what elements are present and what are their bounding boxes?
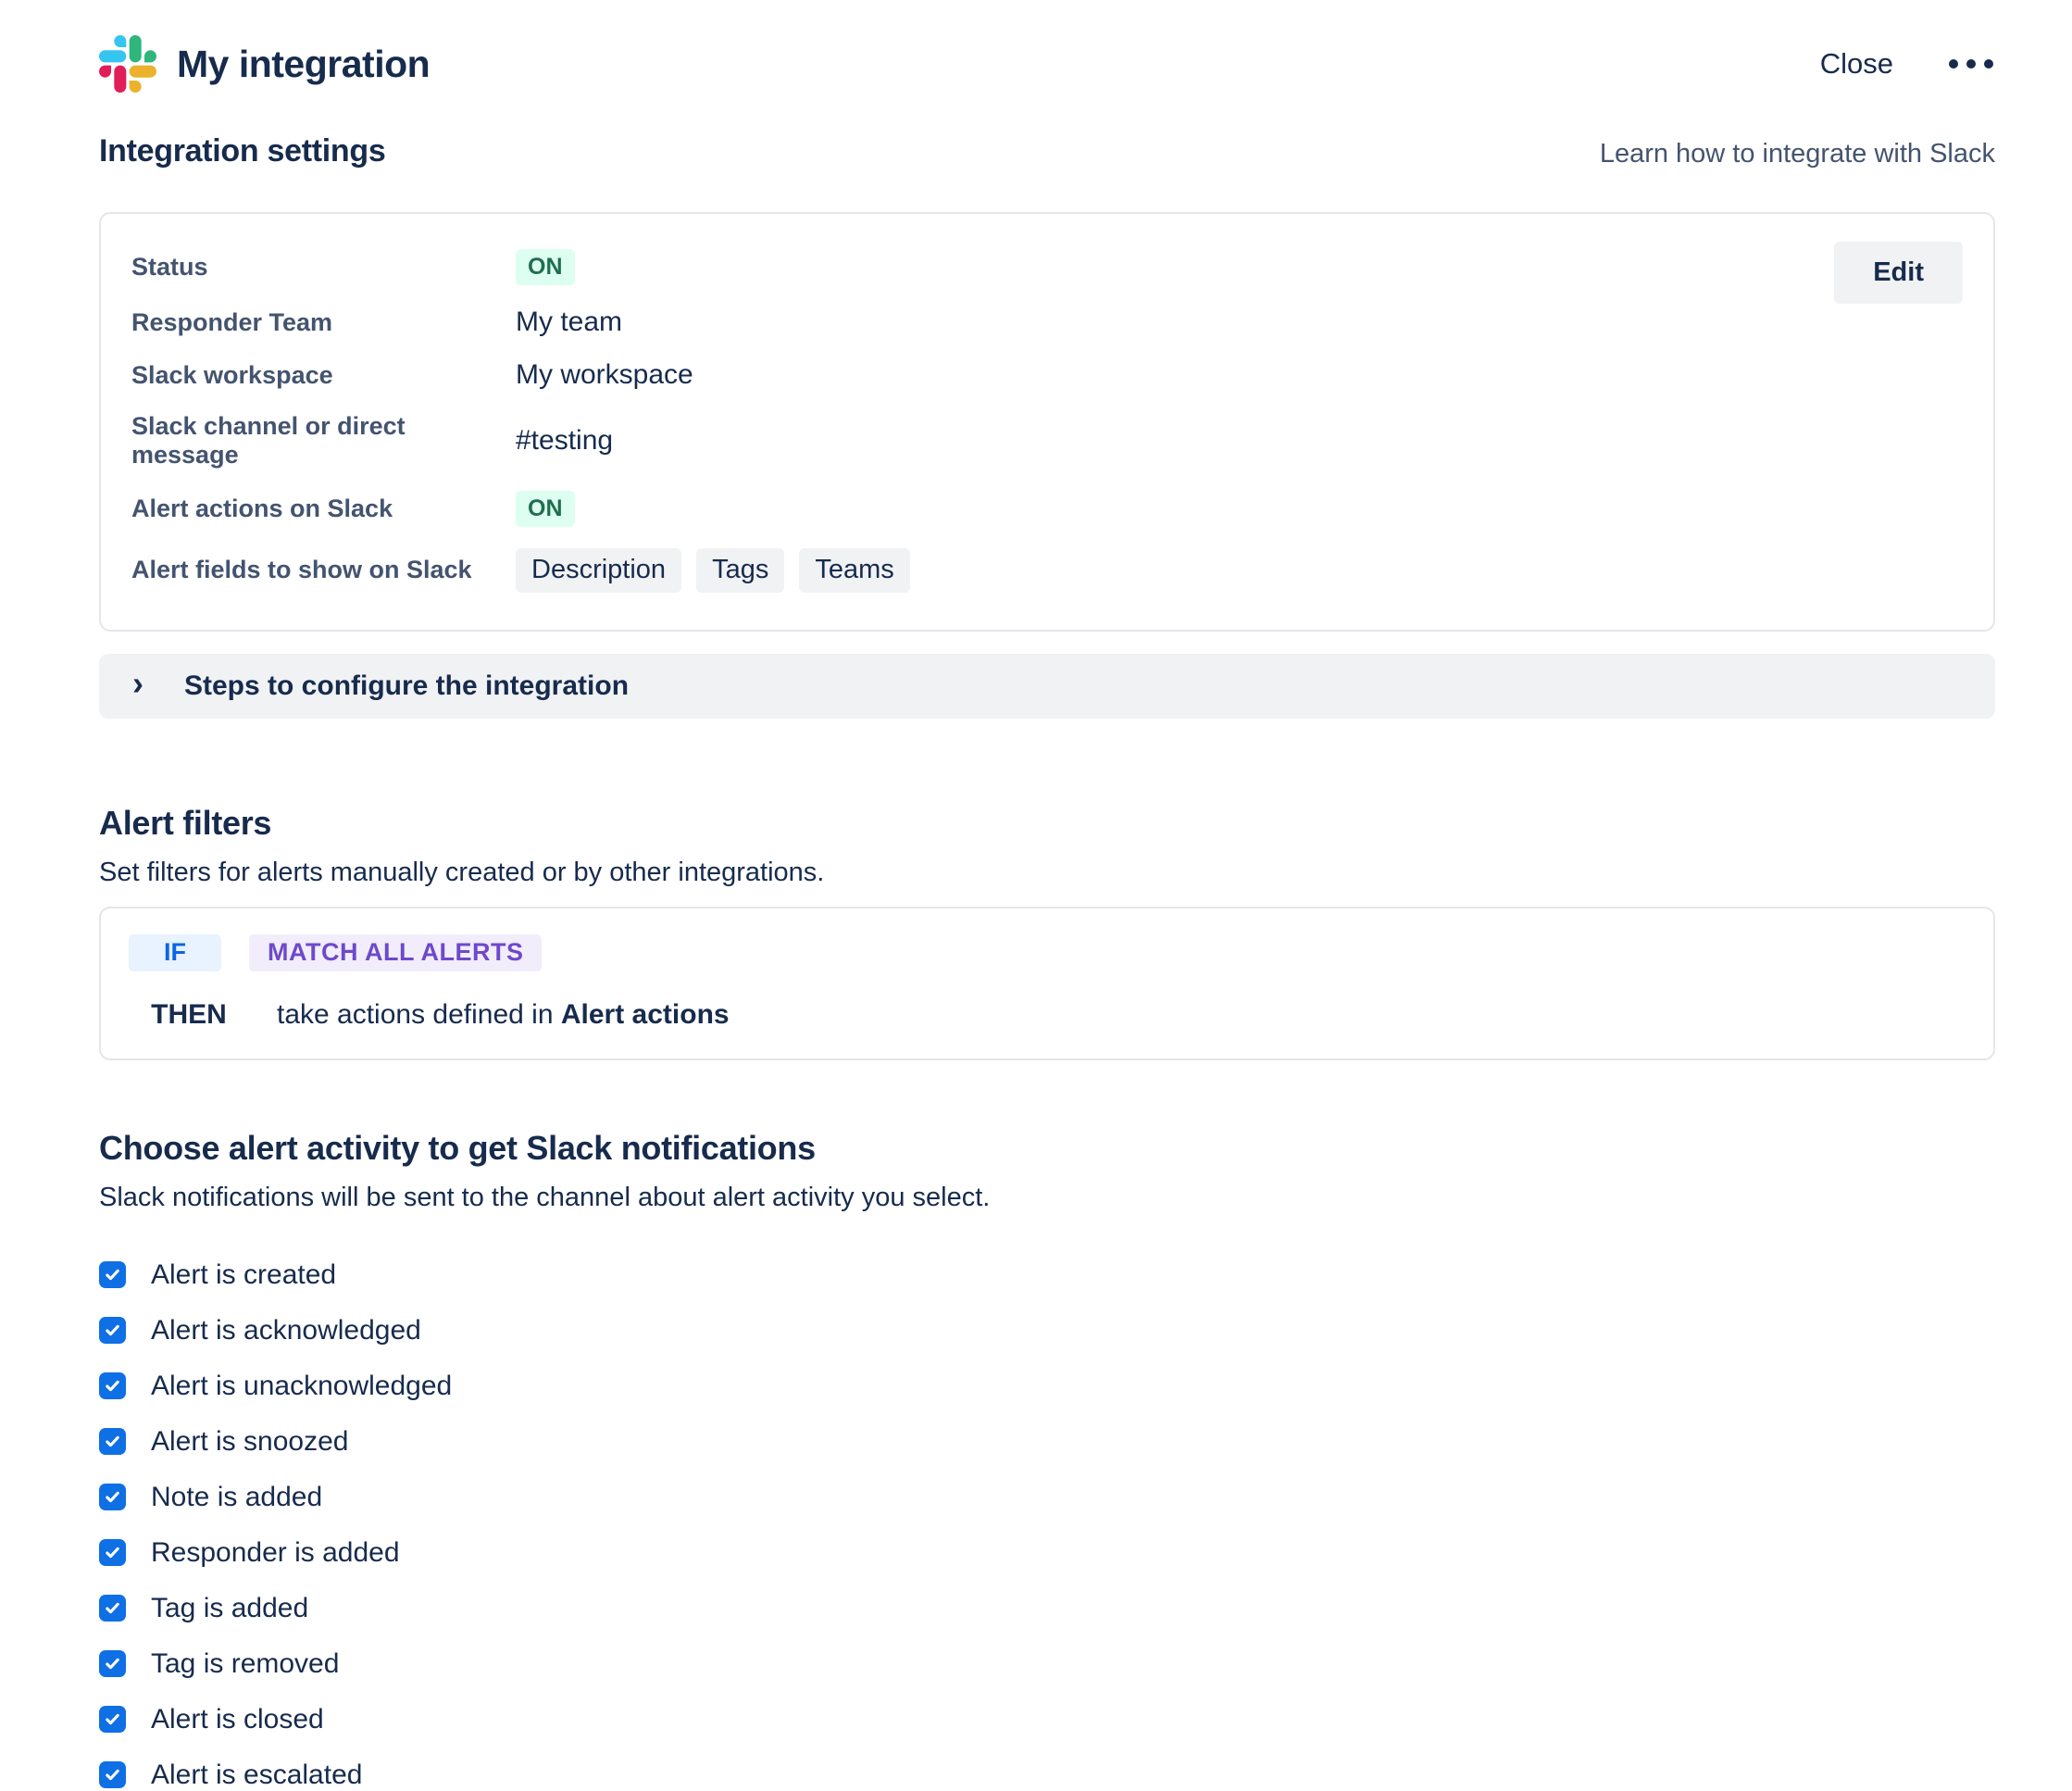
if-badge: IF xyxy=(129,934,221,971)
alert-actions-badge: ON xyxy=(516,491,575,527)
then-label: THEN xyxy=(151,998,227,1030)
checkbox-row-tag-added[interactable] xyxy=(99,1593,1995,1624)
filter-if-row xyxy=(129,934,1966,971)
header xyxy=(99,35,1995,93)
settings-row-responder-team xyxy=(131,307,1963,338)
match-all-alerts-badge: MATCH ALL ALERTS xyxy=(249,934,542,971)
settings-row-label: Alert fields to show on Slack xyxy=(131,556,472,584)
checkbox-row-responder-added[interactable] xyxy=(99,1537,1995,1569)
checkbox-row-alert-snoozed[interactable] xyxy=(99,1426,1995,1458)
settings-row-label: Slack channel or direct message xyxy=(131,412,406,469)
settings-row-alert-actions xyxy=(131,491,1963,527)
checkbox-checked-icon[interactable] xyxy=(99,1761,126,1788)
checkbox-row-alert-escalated[interactable] xyxy=(99,1760,1995,1791)
checkbox-label: Note is added xyxy=(151,1481,323,1512)
integration-settings-heading-row xyxy=(99,133,1995,169)
checkbox-checked-icon[interactable] xyxy=(99,1539,126,1566)
settings-rows xyxy=(131,249,1963,593)
integration-settings-heading: Integration settings xyxy=(99,133,386,169)
close-button[interactable]: Close xyxy=(1819,47,1893,80)
responder-team-value: My team xyxy=(516,307,623,337)
slack-channel-value: #testing xyxy=(516,425,614,456)
notifications-description: Slack notifications will be sent to the channel about alert activity you select. xyxy=(99,1182,991,1212)
checkbox-checked-icon[interactable] xyxy=(99,1595,126,1622)
settings-row-slack-channel xyxy=(131,412,1963,470)
chevron-right-icon: › xyxy=(132,663,144,702)
alert-filter-card xyxy=(99,907,1995,1060)
alert-actions-ref: Alert actions xyxy=(560,998,730,1030)
chip-tags: Tags xyxy=(696,548,784,593)
steps-to-configure-expander[interactable] xyxy=(99,654,1995,719)
checkbox-checked-icon[interactable] xyxy=(99,1372,126,1399)
then-text: take actions defined in Alert actions xyxy=(277,998,730,1030)
checkbox-checked-icon[interactable] xyxy=(99,1650,126,1677)
checkbox-label: Tag is added xyxy=(151,1592,309,1623)
filter-then-row xyxy=(129,999,1966,1031)
checkbox-row-alert-unacknowledged[interactable] xyxy=(99,1371,1995,1402)
checkbox-row-note-added[interactable] xyxy=(99,1482,1995,1513)
notification-checkbox-list xyxy=(99,1259,1995,1791)
settings-card xyxy=(99,212,1995,632)
checkbox-label: Responder is added xyxy=(151,1536,400,1568)
notifications-heading: Choose alert activity to get Slack notifications xyxy=(99,1128,816,1167)
status-badge: ON xyxy=(516,249,575,285)
chip-description: Description xyxy=(516,548,681,593)
learn-to-integrate-link[interactable]: Learn how to integrate with Slack xyxy=(1599,139,1995,169)
checkbox-checked-icon[interactable] xyxy=(99,1317,126,1344)
slack-logo-icon xyxy=(99,35,156,93)
checkbox-row-alert-closed[interactable] xyxy=(99,1704,1995,1735)
settings-row-slack-workspace xyxy=(131,359,1963,391)
checkbox-checked-icon[interactable] xyxy=(99,1484,126,1510)
checkbox-label: Tag is removed xyxy=(151,1647,340,1679)
settings-row-label: Responder Team xyxy=(131,307,333,336)
settings-row-status xyxy=(131,249,1963,285)
alert-filters-description: Set filters for alerts manually created or by other integrations. xyxy=(99,857,825,887)
settings-row-alert-fields xyxy=(131,548,1963,593)
checkbox-label: Alert is escalated xyxy=(151,1759,363,1790)
checkbox-label: Alert is snoozed xyxy=(151,1425,349,1457)
checkbox-checked-icon[interactable] xyxy=(99,1261,126,1288)
more-options-icon[interactable] xyxy=(1947,54,1995,74)
settings-row-label: Alert actions on Slack xyxy=(131,495,393,522)
checkbox-row-alert-created[interactable] xyxy=(99,1259,1995,1291)
settings-row-label: Slack workspace xyxy=(131,360,333,389)
checkbox-label: Alert is created xyxy=(151,1259,337,1290)
edit-button[interactable]: Edit xyxy=(1834,242,1963,304)
settings-row-label: Status xyxy=(131,253,208,281)
checkbox-row-alert-acknowledged[interactable] xyxy=(99,1315,1995,1346)
checkbox-label: Alert is unacknowledged xyxy=(151,1370,453,1401)
checkbox-checked-icon[interactable] xyxy=(99,1706,126,1733)
chip-teams: Teams xyxy=(799,548,909,593)
checkbox-label: Alert is closed xyxy=(151,1703,324,1735)
alert-fields-chips xyxy=(516,548,910,593)
header-actions xyxy=(1820,47,1995,81)
slack-workspace-value: My workspace xyxy=(516,359,693,390)
checkbox-checked-icon[interactable] xyxy=(99,1428,126,1455)
page-title: My integration xyxy=(177,42,431,85)
checkbox-label: Alert is acknowledged xyxy=(151,1314,421,1346)
alert-filters-heading: Alert filters xyxy=(99,803,272,842)
checkbox-row-tag-removed[interactable] xyxy=(99,1648,1995,1680)
steps-to-configure-label: Steps to configure the integration xyxy=(184,670,630,701)
